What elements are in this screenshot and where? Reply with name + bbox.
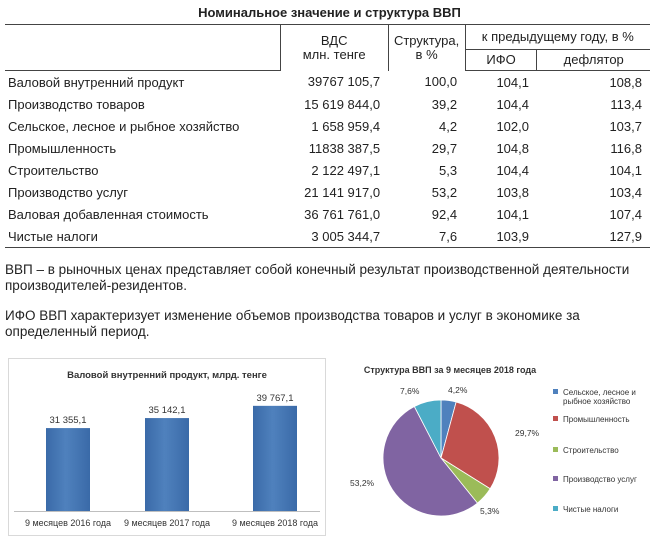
header-gdp-line1: ВДС xyxy=(320,32,348,48)
paragraph-gdp-definition: ВВП – в рыночных ценах представляет собой конечный результат производственной деятельности производителей-резидентов. xyxy=(5,262,630,293)
row-ifo: 102,0 xyxy=(496,118,529,134)
row-deflator: 104,1 xyxy=(609,162,642,178)
row-value: 15 619 844,0 xyxy=(304,96,381,112)
chart-title: Структура ВВП за 9 месяцев 2018 года xyxy=(363,365,537,375)
row-value: 3 005 344,7 xyxy=(280,225,388,248)
legend-label: рыбное хозяйство xyxy=(563,397,631,406)
bar-data-label: 31 355,1 xyxy=(49,415,87,427)
legend-swatch xyxy=(553,506,558,511)
x-tick-label: 9 месяцев 2018 года xyxy=(231,518,319,528)
gdp-structure-pie-svg xyxy=(340,358,658,536)
page-title: Номинальное значение и структура ВВП xyxy=(198,5,461,20)
pie-data-label: 29,7% xyxy=(515,428,540,438)
gdp-bar-chart-svg xyxy=(8,358,326,536)
row-share: 7,6 xyxy=(388,225,465,248)
row-name: Строительство xyxy=(8,162,99,178)
row-share: 100,0 xyxy=(424,74,458,90)
row-share: 4,2 xyxy=(439,118,458,134)
row-value: 21 141 917,0 xyxy=(304,184,381,200)
x-tick-label: 9 месяцев 2017 года xyxy=(123,518,211,528)
pie-data-label: 53,2% xyxy=(350,478,375,488)
row-share: 92,4 xyxy=(431,206,458,222)
legend-swatch xyxy=(553,476,558,481)
row-deflator: 107,4 xyxy=(609,206,642,222)
row-name: Валовая добавленная стоимость xyxy=(8,206,209,222)
row-name: Производство товаров xyxy=(8,96,145,112)
legend-swatch xyxy=(553,389,558,394)
bar xyxy=(46,428,90,511)
row-value: 2 122 497,1 xyxy=(311,162,381,178)
legend-label: Сельское, лесное и xyxy=(563,388,636,397)
table-row xyxy=(5,225,650,248)
row-name: Чистые налоги xyxy=(5,225,280,248)
row-value: 11838 387,5 xyxy=(308,140,381,156)
row-deflator: 127,9 xyxy=(537,225,650,248)
row-deflator: 108,8 xyxy=(609,74,642,90)
header-empty xyxy=(5,25,280,71)
legend-label: Производство услуг xyxy=(563,475,637,484)
row-ifo: 103,8 xyxy=(496,184,529,200)
legend-label: Чистые налоги xyxy=(563,505,619,514)
row-deflator: 103,4 xyxy=(609,184,642,200)
gdp-bar-chart xyxy=(8,358,326,536)
row-share: 5,3 xyxy=(439,162,458,178)
bar xyxy=(253,406,297,511)
legend-label: Промышленность xyxy=(563,415,630,424)
row-deflator: 103,7 xyxy=(609,118,642,134)
row-value: 39767 105,7 xyxy=(307,74,381,90)
row-ifo: 104,4 xyxy=(496,96,529,112)
table-row xyxy=(5,159,650,181)
bar xyxy=(145,418,189,511)
header-structure-line2: в % xyxy=(415,46,438,62)
bar-data-label: 35 142,1 xyxy=(148,405,186,417)
pie-data-label: 4,2% xyxy=(448,385,468,395)
row-value: 36 761 761,0 xyxy=(304,206,381,222)
header-deflator: дефлятор xyxy=(537,50,650,71)
row-name: Производство услуг xyxy=(8,184,129,200)
row-ifo: 104,1 xyxy=(496,74,529,90)
row-ifo: 104,8 xyxy=(496,140,529,156)
row-ifo: 104,4 xyxy=(496,162,529,178)
bar-data-label: 39 767,1 xyxy=(256,392,294,404)
chart-title: Валовой внутренний продукт, млрд. тенге xyxy=(67,370,267,381)
header-structure-line1: Структура, xyxy=(393,32,460,48)
row-ifo: 103,9 xyxy=(465,225,537,248)
header-prev-year: к предыдущему году, в % xyxy=(465,25,650,50)
table-row xyxy=(5,181,650,203)
paragraph-ifo-definition: ИФО ВВП характеризует изменение объемов производства товаров и услуг в экономике за определенный период. xyxy=(5,308,580,339)
gdp-table xyxy=(5,24,650,248)
row-value: 1 658 959,4 xyxy=(311,118,381,134)
x-tick-label: 9 месяцев 2016 года xyxy=(24,518,112,528)
header-structure xyxy=(388,25,465,71)
header-gdp-line2: млн. тенге xyxy=(302,46,366,62)
pie-data-label: 5,3% xyxy=(480,506,500,516)
row-name: Валовой внутренний продукт xyxy=(8,74,185,90)
header-ifo: ИФО xyxy=(465,50,537,71)
legend-swatch xyxy=(553,447,558,452)
row-deflator: 116,8 xyxy=(610,140,642,156)
row-name: Сельское, лесное и рыбное хозяйство xyxy=(8,118,240,134)
legend-label: Строительство xyxy=(563,446,619,455)
row-deflator: 113,4 xyxy=(610,96,642,112)
table-row xyxy=(5,93,650,115)
table-row xyxy=(5,203,650,225)
row-ifo: 104,1 xyxy=(496,206,529,222)
header-gdp xyxy=(280,25,388,71)
table-row xyxy=(5,71,650,94)
table-row xyxy=(5,137,650,159)
row-share: 39,2 xyxy=(431,96,458,112)
table-row xyxy=(5,115,650,137)
row-share: 53,2 xyxy=(431,184,458,200)
legend-swatch xyxy=(553,416,558,421)
gdp-structure-pie-chart xyxy=(340,358,658,536)
row-share: 29,7 xyxy=(431,140,458,156)
pie-data-label: 7,6% xyxy=(400,386,420,396)
row-name: Промышленность xyxy=(8,140,117,156)
